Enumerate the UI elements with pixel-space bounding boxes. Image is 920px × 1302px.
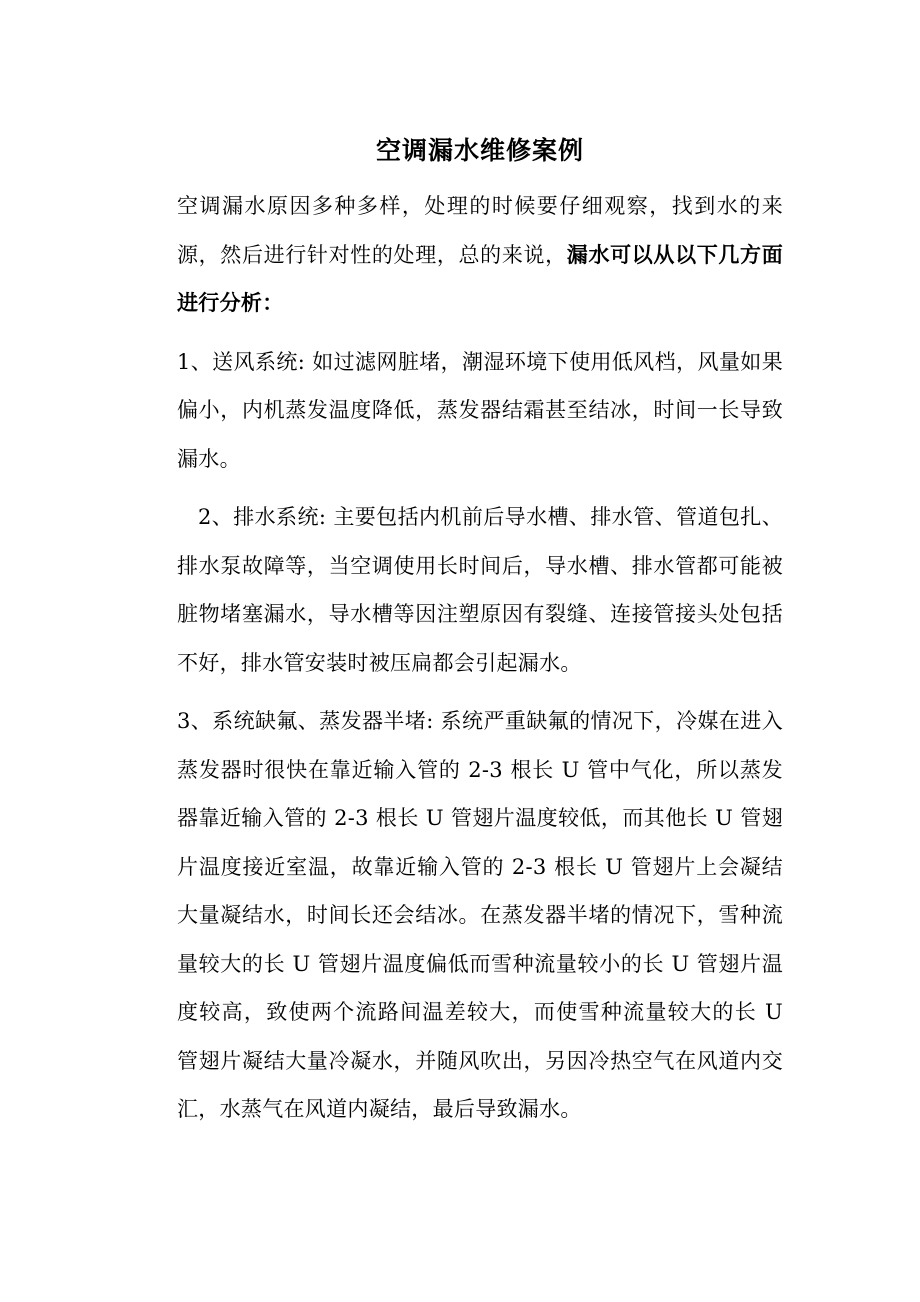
document-title: 空调漏水维修案例	[375, 136, 584, 165]
intro-bold-text: 漏水可以从以下几方面进行分析：	[177, 242, 783, 315]
paragraph-drainage: 2、排水系统: 主要包括内机前后导水槽、排水管、管道包扎、排水泵故障等，当空调使用长时间后，导水槽、排水管都可能被脏物堵塞漏水，导水槽等因注塑原因有裂缝、连接管接头处包括不好，排水管安装时被压扁都会引起漏水。	[177, 505, 783, 675]
paragraph-refrigerant: 3、系统缺氟、蒸发器半堵: 系统严重缺氟的情况下，冷媒在进入蒸发器时很快在靠近输入管的 2-3 根长 U 管中气化，所以蒸发器靠近输入管的 2-3 根长 U 管翅片温度较低，而其他长 U 管翅片温度接近室温，故靠近输入管的 2-3 根长 U 管翅片上会凝结大量凝结水，时间长还会结冰。在蒸发器半堵的情况下，雪种流量较大的长 U 管翅片温度偏低而雪种流量较小的长 U 管翅片温度较高，致使两个流路间温差较大，而使雪种流量较大的长 U 管翅片凝结大量冷凝水，并随风吹出，另因冷热空气在风道内交汇，水蒸气在风道内凝结，最后导致漏水。	[177, 709, 783, 1121]
intro-text: 空调漏水原因多种多样，处理的时候要仔细观察，找到水的来源，然后进行针对性的处理，总的来说，	[177, 194, 783, 267]
document-body	[177, 126, 783, 1144]
paragraph-air-supply: 1、送风系统: 如过滤网脏堵，潮湿环境下使用低风档，风量如果偏小，内机蒸发温度降低，蒸发器结霜甚至结冰，时间一长导致漏水。	[177, 349, 783, 471]
intro-paragraph	[177, 182, 783, 328]
